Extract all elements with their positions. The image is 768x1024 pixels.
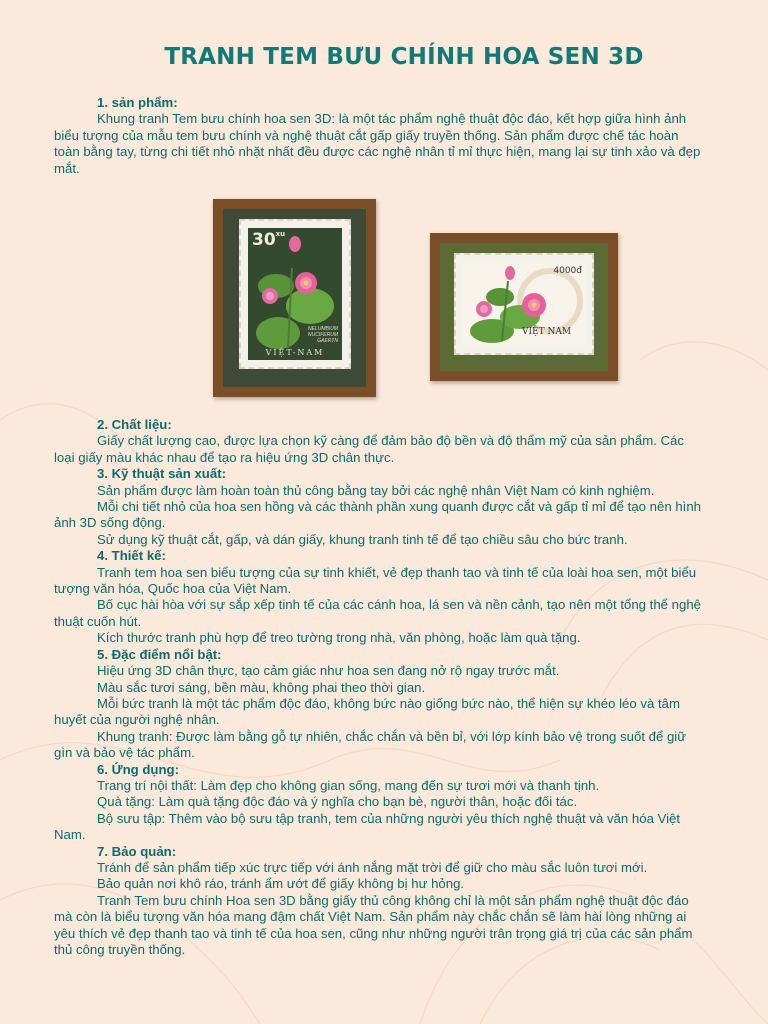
stamp-country: VIỆT-NAM xyxy=(265,348,325,357)
paragraph: Màu sắc tươi sáng, bền màu, không phai theo thời gian. xyxy=(97,679,426,695)
section-heading: 3. Kỹ thuật sản xuất: xyxy=(97,466,226,482)
stamp-value: 4000đ xyxy=(553,266,582,276)
section-heading: 7. Bảo quản: xyxy=(97,843,177,859)
paragraph: Tránh để sản phẩm tiếp xúc trực tiếp với ánh nắng mặt trời để giữ cho màu sắc luôn tươi mới. xyxy=(97,859,648,875)
paragraph: Hiệu ứng 3D chân thực, tạo cảm giác như hoa sen đang nở rộ ngay trước mắt. xyxy=(97,663,560,679)
stamp-country: VIỆT NAM xyxy=(522,327,572,337)
details-sections xyxy=(54,417,704,958)
intro-section xyxy=(54,95,704,177)
paragraph: Khung tranh Tem bưu chính hoa sen 3D: là một tác phẩm nghệ thuật độc đáo, kết hợp giữa hình ảnh biểu tượng của mẫu tem bưu chính và nghệ thuật cắt gấp giấy truyền thống. Sản phẩm được chế tác hoàn toàn bằng tay, từng chi tiết nhỏ nhặt nhất đều được các nghệ nhân tỉ mỉ thực hiện, mang lại sự tinh xảo và đẹp mắt. xyxy=(54,111,701,176)
stamp-right xyxy=(454,253,594,355)
section-heading: 2. Chất liệu: xyxy=(97,417,172,432)
stamp-left xyxy=(239,219,351,369)
paragraph: Quà tặng: Làm quà tặng độc đáo và ý nghĩa cho bạn bè, người thân, hoặc đối tác. xyxy=(97,794,578,810)
section-heading: 6. Ứng dụng: xyxy=(97,761,179,777)
paragraph: Tranh Tem bưu chính Hoa sen 3D bằng giấy thủ công không chỉ là một sản phẩm nghệ thuật độc đáo mà còn là biểu tượng văn hóa mang đậm chất Việt Nam. Sản phẩm này chắc chắn sẽ làm hài lòng những ai yêu thích vẻ đẹp thanh tao và tinh tế của hoa sen, cũng như những người trân trọng giá trị của các sản phẩm thủ công truyền thống. xyxy=(54,892,693,957)
paragraph: Trang trí nội thất: Làm đẹp cho không gian sống, mang đến sự tươi mới và thanh tịnh. xyxy=(97,777,600,793)
stamp-value: 30 xyxy=(252,230,276,250)
section-heading: 5. Đặc điểm nổi bật: xyxy=(97,646,222,662)
page-title: TRANH TEM BƯU CHÍNH HOA SEN 3D xyxy=(164,44,644,70)
paragraph: Mỗi bức tranh là một tác phẩm độc đáo, không bức nào giống bức nào, thể hiện sự khéo léo và tâm huyết của người nghệ nhân. xyxy=(54,695,680,728)
paragraph: Kích thước tranh phù hợp để treo tường trong nhà, văn phòng, hoặc làm quà tặng. xyxy=(97,630,581,646)
paragraph: Giấy chất lượng cao, được lựa chọn kỹ càng để đảm bảo độ bền và độ thẩm mỹ của sản phẩm. Các loại giấy màu khác nhau để tạo ra hiệu ứng 3D chân thực. xyxy=(54,433,684,465)
paragraph: Sản phẩm được làm hoàn toàn thủ công bằng tay bởi các nghệ nhân Việt Nam có kinh nghiệm. xyxy=(97,482,655,498)
stamp-latin-name: NUCIFERUM xyxy=(308,332,338,338)
framed-stamp-image-right xyxy=(430,233,618,381)
section-heading: 4. Thiết kế: xyxy=(97,548,166,564)
section-heading: 1. sản phẩm: xyxy=(97,95,178,110)
stamp-latin-name: NELUMBIUM xyxy=(307,326,338,332)
paragraph: Khung tranh: Được làm bằng gỗ tự nhiên, chắc chắn và bền bỉ, với lớp kính bảo vệ trong suốt để giữ gìn và bảo vệ tác phẩm. xyxy=(54,728,687,761)
paragraph: Bảo quản nơi khô ráo, tránh ẩm ướt để giấy không bị hư hỏng. xyxy=(97,876,465,892)
paragraph: Mỗi chi tiết nhỏ của hoa sen hồng và các thành phần xung quanh được cắt và gấp tỉ mỉ để tạo nên hình ảnh 3D sống động. xyxy=(54,499,701,531)
paragraph: Bộ sưu tập: Thêm vào bộ sưu tập tranh, tem của những người yêu thích nghệ thuật và văn hóa Việt Nam. xyxy=(54,810,681,843)
paragraph: Tranh tem hoa sen biểu tượng của sự tinh khiết, vẻ đẹp thanh tao và tinh tế của loài hoa sen, một biểu tượng văn hóa, Quốc hoa của Việt Nam. xyxy=(54,564,697,597)
stamp-value-suffix: xu xyxy=(275,230,286,238)
paragraph: Bố cục hài hòa với sự sắp xếp tinh tế của các cánh hoa, lá sen và nền cảnh, tạo nên một tổng thể nghệ thuật cuốn hút. xyxy=(54,597,701,629)
framed-stamp-image-left xyxy=(213,199,376,397)
paragraph: Sử dụng kỹ thuật cắt, gấp, và dán giấy, khung tranh tinh tế để tạo chiều sâu cho bức tranh. xyxy=(97,531,628,547)
stamp-latin-name: GAERTN xyxy=(317,338,338,344)
